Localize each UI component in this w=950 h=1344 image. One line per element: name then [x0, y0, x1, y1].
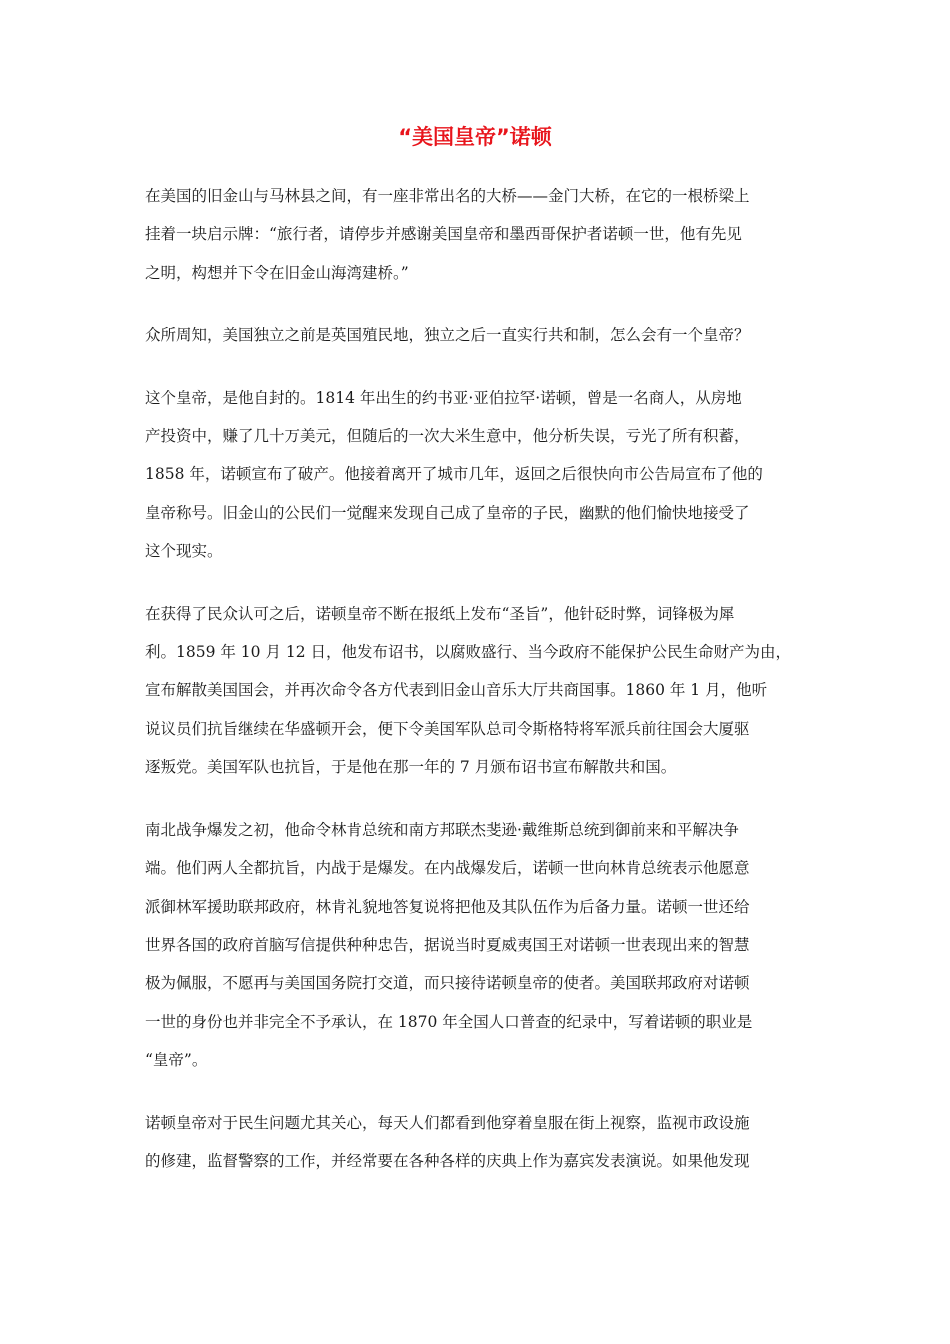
text-line: 这个现实。	[145, 542, 223, 561]
text-line: 说议员们抗旨继续在华盛顿开会，便下令美国军队总司令斯格特将军派兵前往国会大厦驱	[145, 719, 750, 738]
text-line: 利。1859 年 10 月 12 日，他发布诏书，以腐败盛行、当今政府不能保护公民生命财产为由，	[145, 643, 792, 662]
paragraph	[145, 1104, 815, 1181]
article-body	[145, 177, 815, 1204]
paragraph	[145, 316, 815, 354]
text-line: 挂着一块启示牌：“旅行者，请停步并感谢美国皇帝和墨西哥保护者诺顿一世，他有先见	[145, 225, 742, 244]
text-line: “皇帝”。	[145, 1051, 208, 1070]
document-title: “美国皇帝”诺顿	[398, 125, 552, 149]
text-line: 在美国的旧金山与马林县之间，有一座非常出名的大桥——金门大桥，在它的一根桥梁上	[145, 187, 750, 205]
paragraph	[145, 177, 815, 292]
text-line: 在获得了民众认可之后，诺顿皇帝不断在报纸上发布“圣旨”，他针砭时弊，词锋极为犀	[145, 604, 735, 623]
text-line: 南北战争爆发之初，他命令林肯总统和南方邦联杰斐逊·戴维斯总统到御前来和平解决争	[145, 820, 739, 839]
text-line: 这个皇帝，是他自封的。1814 年出生的约书亚·亚伯拉罕·诺顿，曾是一名商人，从房地	[145, 388, 742, 407]
text-line: 诺顿皇帝对于民生问题尤其关心，每天人们都看到他穿着皇服在街上视察，监视市政设施	[145, 1113, 750, 1132]
text-line: 的修建，监督警察的工作，并经常要在各种各样的庆典上作为嘉宾发表演说。如果他发现	[145, 1151, 750, 1170]
text-line: 皇帝称号。旧金山的公民们一觉醒来发现自己成了皇帝的子民，幽默的他们愉快地接受了	[145, 503, 750, 522]
text-line: 1858 年，诺顿宣布了破产。他接着离开了城市几年，返回之后很快向市公告局宣布了他的	[145, 465, 763, 484]
text-line: 世界各国的政府首脑写信提供种种忠告，据说当时夏威夷国王对诺顿一世表现出来的智慧	[145, 935, 750, 954]
text-line: 众所周知，美国独立之前是英国殖民地，独立之后一直实行共和制，怎么会有一个皇帝？	[145, 326, 750, 345]
text-line: 逐叛党。美国军队也抗旨，于是他在那一年的 7 月颁布诏书宣布解散共和国。	[145, 758, 677, 777]
text-line: 之明，构想并下令在旧金山海湾建桥。”	[145, 263, 409, 282]
text-line: 极为佩服，不愿再与美国国务院打交道，而只接待诺顿皇帝的使者。美国联邦政府对诺顿	[145, 974, 750, 993]
text-line: 宣布解散美国国会，并再次命令各方代表到旧金山音乐大厅共商国事。1860 年 1 月，他听	[145, 681, 768, 700]
text-line: 一世的身份也并非完全不予承认，在 1870 年全国人口普查的纪录中，写着诺顿的职业是	[145, 1012, 753, 1031]
paragraph	[145, 379, 815, 571]
paragraph	[145, 811, 815, 1080]
text-line: 产投资中，赚了几十万美元，但随后的一次大米生意中，他分析失误，亏光了所有积蓄，	[145, 427, 750, 446]
text-line: 派御林军援助联邦政府，林肯礼貌地答复说将把他及其队伍作为后备力量。诺顿一世还给	[145, 897, 750, 916]
text-line: 端。他们两人全都抗旨，内战于是爆发。在内战爆发后，诺顿一世向林肯总统表示他愿意	[145, 859, 750, 878]
paragraph	[145, 595, 815, 787]
